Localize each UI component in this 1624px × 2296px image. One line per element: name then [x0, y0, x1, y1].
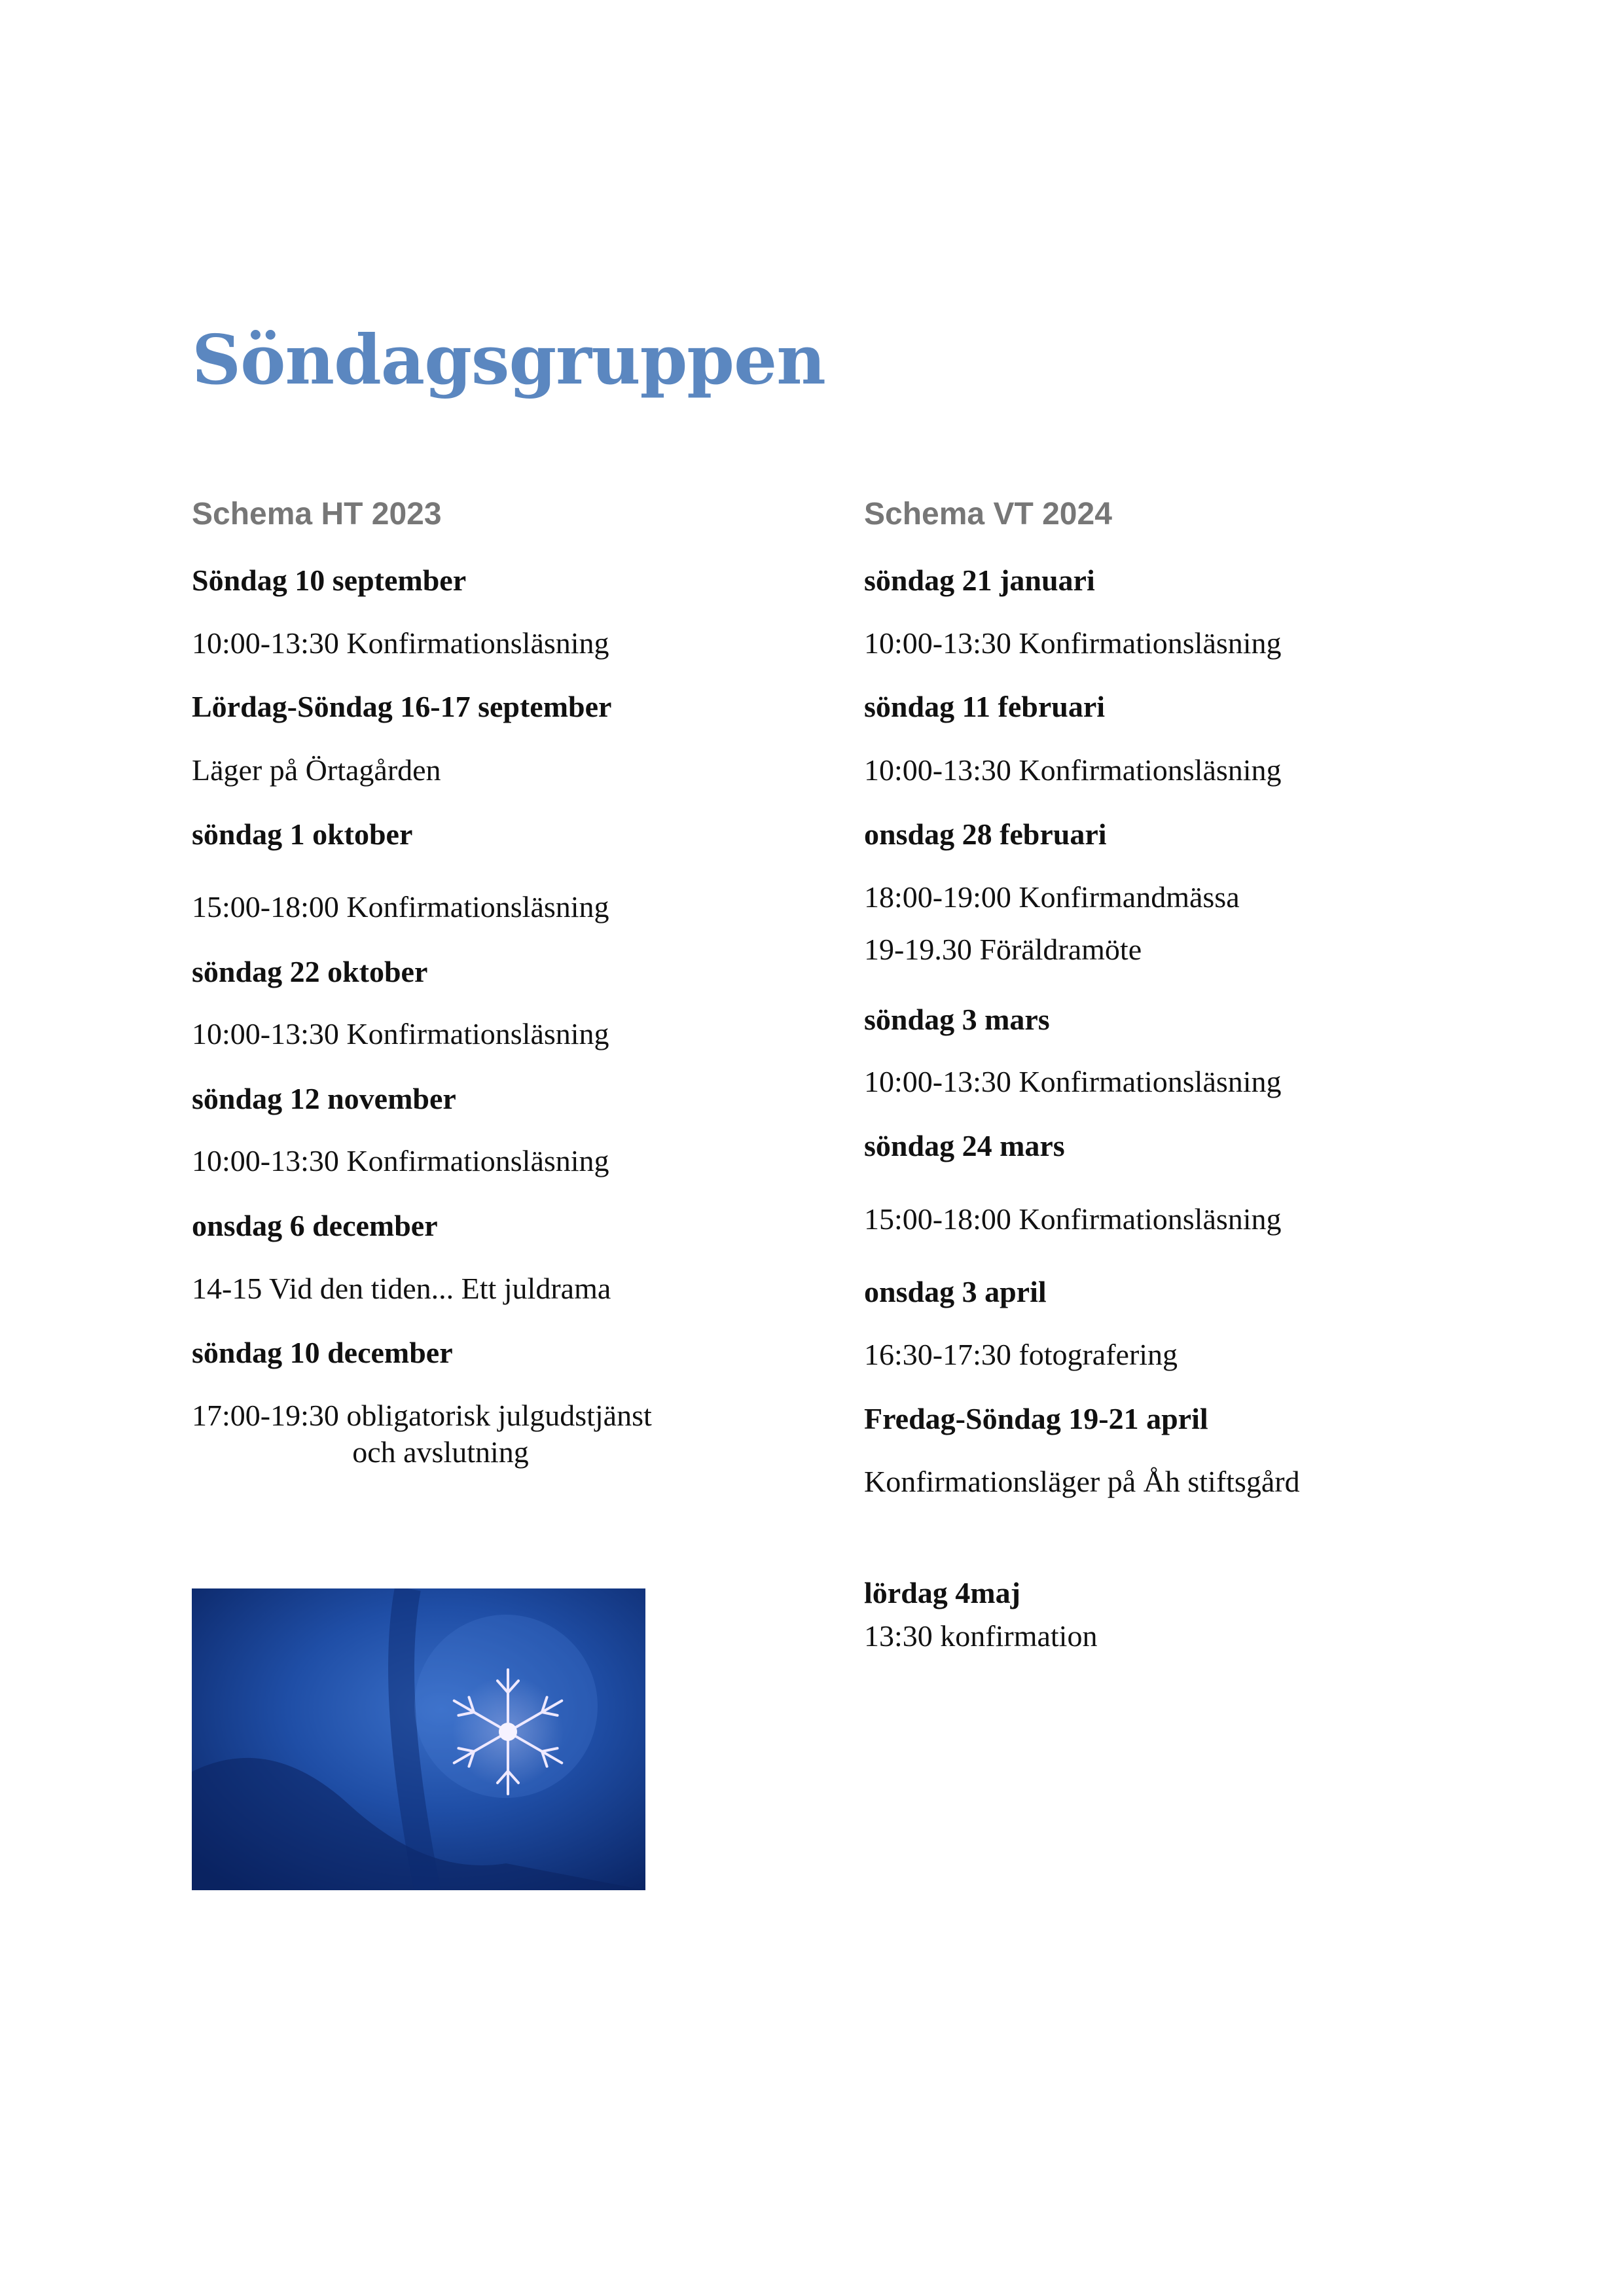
schedule-heading: Schema HT 2023 [192, 497, 442, 531]
snowflake-photo-icon [192, 1588, 645, 1890]
schedule-date: söndag 3 mars [864, 1003, 1050, 1036]
schedule-date: onsdag 6 december [192, 1209, 438, 1242]
schedule-activity: 10:00-13:30 Konfirmationsläsning [192, 1144, 609, 1177]
schedule-activity: 10:00-13:30 Konfirmationsläsning [192, 626, 609, 660]
schedule-date: söndag 21 januari [864, 564, 1095, 597]
schedule-date: söndag 24 mars [864, 1129, 1065, 1162]
schedule-activity: 17:00-19:30 obligatorisk julgudstjänst [192, 1399, 652, 1432]
schedule-date: söndag 11 februari [864, 690, 1106, 723]
schedule-activity: 10:00-13:30 Konfirmationsläsning [864, 753, 1282, 787]
schedule-date: söndag 10 december [192, 1336, 453, 1369]
schedule-activity: Läger på Örtagården [192, 753, 441, 787]
schedule-activity-continued: och avslutning [352, 1435, 529, 1469]
schedule-activity: 10:00-13:30 Konfirmationsläsning [864, 1065, 1282, 1098]
schedule-date: onsdag 3 april [864, 1275, 1047, 1308]
schedule-activity: 15:00-18:00 Konfirmationsläsning [192, 890, 609, 924]
schedule-date: söndag 1 oktober [192, 817, 413, 851]
schedule-activity: 13:30 konfirmation [864, 1619, 1098, 1653]
schedule-activity: 16:30-17:30 fotografering [864, 1338, 1178, 1371]
schedule-date: Lördag-Söndag 16-17 september [192, 690, 612, 723]
schedule-activity: 14-15 Vid den tiden... Ett juldrama [192, 1272, 611, 1305]
schedule-heading: Schema VT 2024 [864, 497, 1112, 531]
schedule-activity: 10:00-13:30 Konfirmationsläsning [192, 1017, 609, 1050]
schedule-date: söndag 12 november [192, 1082, 456, 1115]
schedule-date: söndag 22 oktober [192, 955, 428, 988]
schedule-activity: 19-19.30 Föräldramöte [864, 933, 1142, 966]
schedule-activity: 18:00-19:00 Konfirmandmässa [864, 880, 1240, 914]
schedule-activity: Konfirmationsläger på Åh stiftsgård [864, 1465, 1300, 1498]
schedule-date: Fredag-Söndag 19-21 april [864, 1402, 1208, 1435]
page-title: Söndagsgruppen [192, 319, 825, 400]
schedule-activity: 15:00-18:00 Konfirmationsläsning [864, 1202, 1282, 1236]
schedule-date: onsdag 28 februari [864, 817, 1107, 851]
schedule-date: lördag 4maj [864, 1576, 1020, 1609]
schedule-date: Söndag 10 september [192, 564, 467, 597]
schedule-activity: 10:00-13:30 Konfirmationsläsning [864, 626, 1282, 660]
